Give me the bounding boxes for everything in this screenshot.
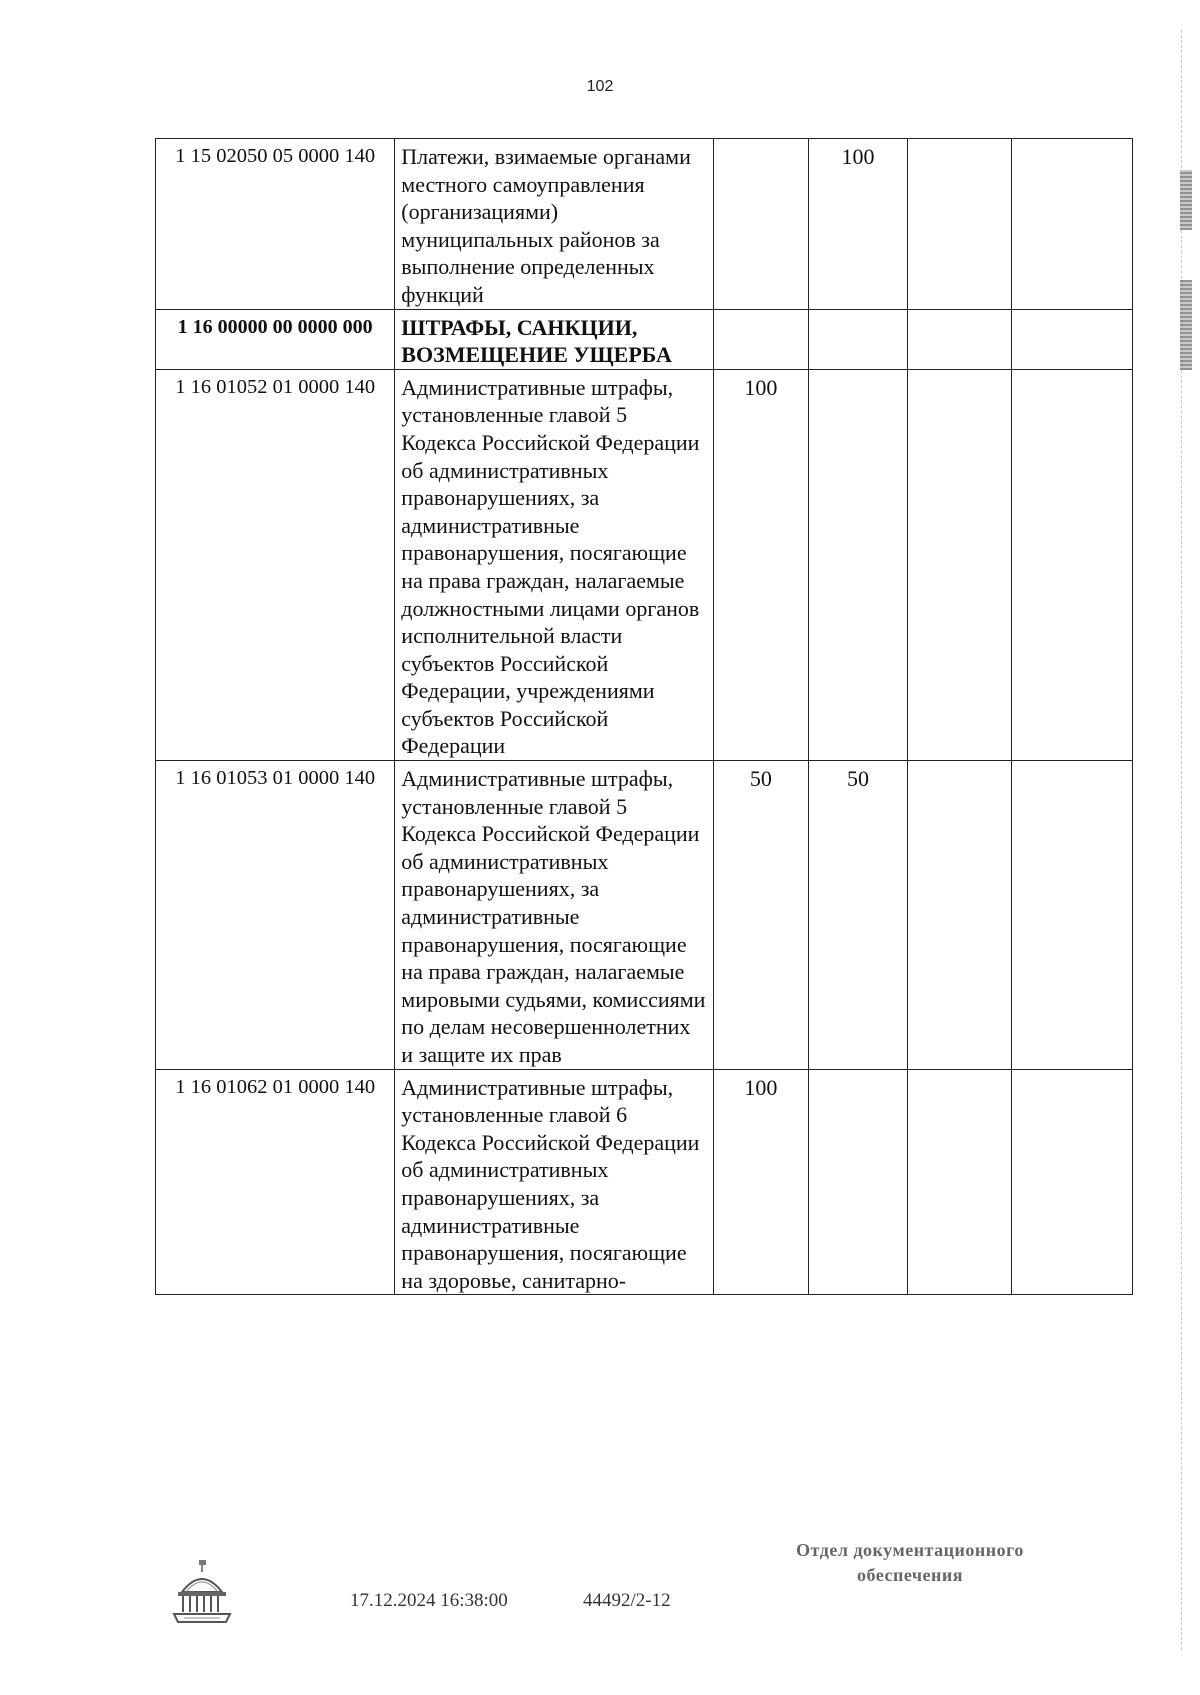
- table-row: [156, 139, 1133, 310]
- budget-code: 1 16 01052 01 0000 140: [156, 369, 395, 760]
- budget-code: 1 15 02050 05 0000 140: [156, 139, 395, 310]
- scan-mark: [1180, 280, 1192, 370]
- scan-mark: [1180, 170, 1192, 230]
- value-cell: [907, 369, 1011, 760]
- table-row: [156, 369, 1133, 760]
- table-row: [156, 1069, 1133, 1295]
- value-cell: [907, 1069, 1011, 1295]
- revenue-table: [155, 138, 1133, 1295]
- value-cell: [907, 309, 1011, 369]
- value-cell: [809, 309, 908, 369]
- value-cell: [809, 1069, 908, 1295]
- value-cell: [1012, 309, 1133, 369]
- value-cell: [1012, 139, 1133, 310]
- table-row: [156, 309, 1133, 369]
- revenue-name: Административные штрафы, установленные главой 5 Кодекса Российской Федерации об административных правонарушениях, за административные правонарушения, посягающие на права граждан, налагаемые должностными лицами органов исполнительной власти субъектов Российской Федерации, учреждениями субъектов Российской Федерации: [395, 369, 713, 760]
- department-stamp: Отдел документационного обеспечения: [796, 1540, 1024, 1585]
- budget-code: 1 16 00000 00 0000 000: [156, 309, 395, 369]
- budget-code: 1 16 01062 01 0000 140: [156, 1069, 395, 1295]
- value-cell: [1012, 761, 1133, 1070]
- revenue-name: ШТРАФЫ, САНКЦИИ, ВОЗМЕЩЕНИЕ УЩЕРБА: [395, 309, 713, 369]
- page-number: 102: [586, 78, 614, 95]
- budget-code: 1 16 01053 01 0000 140: [156, 761, 395, 1070]
- value-cell: 50: [809, 761, 908, 1070]
- value-cell: [907, 139, 1011, 310]
- building-emblem-icon: [172, 1558, 232, 1624]
- value-cell: [809, 369, 908, 760]
- scan-edge-artifact: [1181, 30, 1186, 1650]
- value-cell: [1012, 1069, 1133, 1295]
- value-cell: [1012, 369, 1133, 760]
- value-cell: 50: [713, 761, 809, 1070]
- value-cell: [713, 139, 809, 310]
- registration-number: 44492/2-12: [583, 1590, 671, 1611]
- value-cell: 100: [713, 1069, 809, 1295]
- revenue-name: Административные штрафы, установленные главой 6 Кодекса Российской Федерации об административных правонарушениях, за административные правонарушения, посягающие на здоровье, санитарно-: [395, 1069, 713, 1295]
- value-cell: [713, 309, 809, 369]
- value-cell: [907, 761, 1011, 1070]
- table-row: [156, 761, 1133, 1070]
- revenue-name: Административные штрафы, установленные главой 5 Кодекса Российской Федерации об административных правонарушениях, за административные правонарушения, посягающие на права граждан, налагаемые мировыми судьями, комиссиями по делам несовершеннолетних и защите их прав: [395, 761, 713, 1070]
- registration-datetime: 17.12.2024 16:38:00: [350, 1590, 508, 1611]
- revenue-name: Платежи, взимаемые органами местного самоуправления (организациями) муниципальных районов за выполнение определенных функций: [395, 139, 713, 310]
- value-cell: 100: [809, 139, 908, 310]
- value-cell: 100: [713, 369, 809, 760]
